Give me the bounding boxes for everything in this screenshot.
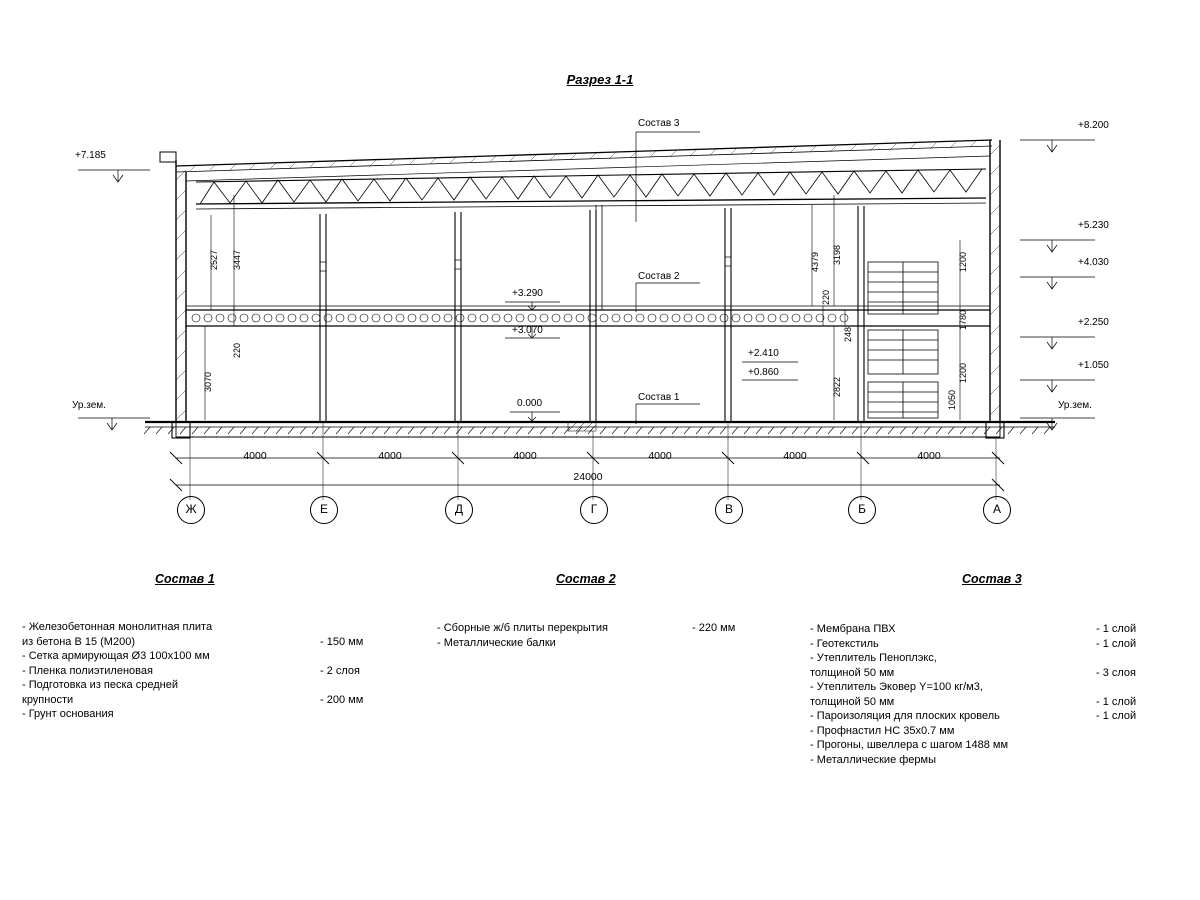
legend-block-1	[22, 620, 372, 722]
level-mark-2250: +2.250	[1078, 317, 1109, 328]
legend-3-row-6-value: - 1 слой	[1096, 710, 1137, 722]
vdim-4379: 4379	[810, 251, 820, 272]
legend-2-row-0-value: - 220 мм	[692, 622, 736, 634]
legend-1-row-2-text: - Сетка армирующая Ø3 100х100 мм	[22, 650, 210, 662]
axis-bubble-v: В	[715, 496, 743, 524]
legend-1-row-1-text: из бетона В 15 (М200)	[22, 635, 135, 648]
ground-label-right: Ур.зем.	[1058, 400, 1092, 411]
vdim-3070: 3070	[203, 371, 213, 392]
legend-3-row-7-text: - Профнастил НС 35х0.7 мм	[810, 724, 955, 737]
level-mark-8200: +8.200	[1078, 120, 1109, 131]
callout-sostav-3: Состав 3	[638, 118, 680, 129]
level-mark-1050: +1.050	[1078, 360, 1109, 371]
legend-3-row-8-text: - Прогоны, швеллера с шагом 1488 мм	[810, 739, 1009, 751]
legend-block-2	[437, 621, 767, 650]
legend-title-3: Состав 3	[962, 572, 1022, 586]
span-dim-4: 4000	[648, 450, 672, 462]
vdim-3198: 3198	[832, 244, 842, 265]
vdim-220-right: 220	[821, 289, 831, 305]
vdim-1200-lower: 1200	[958, 362, 968, 383]
legend-3-row-9-text: - Металлические фермы	[810, 753, 937, 766]
level-mark-3070: +3.070	[512, 325, 543, 336]
legend-1-row-1-value: - 150 мм	[320, 635, 364, 648]
axis-bubble-a: А	[983, 496, 1011, 524]
level-mark-2410: +2.410	[748, 348, 779, 359]
legend-3-row-0-text: - Мембрана ПВХ	[810, 623, 896, 635]
legend-1-row-4-text: - Подготовка из песка средней	[22, 679, 178, 691]
level-mark-0860: +0.860	[748, 367, 779, 378]
vdim-1200-upper: 1200	[958, 251, 968, 272]
vdim-1050: 1050	[947, 389, 957, 410]
vdim-1780: 1780	[958, 309, 968, 330]
legend-3-row-1-value: - 1 слой	[1096, 637, 1137, 650]
legend-3-row-2-text: - Утеплитель Пеноплэкс,	[810, 652, 937, 664]
legend-1-row-3-value: - 2 слоя	[320, 664, 361, 677]
ground-label-left: Ур.зем.	[72, 400, 106, 411]
total-dim: 24000	[573, 471, 603, 483]
callout-sostav-2: Состав 2	[638, 271, 680, 282]
axis-bubble-e: Е	[310, 496, 338, 524]
legend-3-row-4-text: - Утеплитель Эковер Y=100 кг/м3,	[810, 681, 983, 693]
span-dim-1: 4000	[243, 450, 267, 462]
legend-3-row-6-text: - Пароизоляция для плоских кровель	[810, 710, 1000, 722]
axis-bubble-g: Г	[580, 496, 608, 524]
legend-1-row-0-text: - Железобетонная монолитная плита	[22, 621, 213, 633]
axis-bubble-zh: Ж	[177, 496, 205, 524]
axis-bubble-b: Б	[848, 496, 876, 524]
vdim-248: 248	[843, 326, 853, 342]
legend-3-row-3-value: - 3 слоя	[1096, 666, 1137, 679]
legend-3-row-5-text: толщиной 50 мм	[810, 695, 895, 708]
legend-1-row-5-value: - 200 мм	[320, 693, 364, 706]
level-mark-0000: 0.000	[517, 398, 543, 409]
legend-1-row-3-text: - Пленка полиэтиленовая	[22, 664, 153, 677]
legend-3-row-5-value: - 1 слой	[1096, 695, 1137, 708]
level-mark-7185: +7.185	[75, 150, 106, 161]
vdim-2527: 2527	[209, 249, 219, 270]
level-mark-4030: +4.030	[1078, 257, 1109, 268]
vdim-3447: 3447	[232, 249, 242, 270]
span-dim-3: 4000	[513, 450, 537, 462]
legend-block-3	[810, 622, 1170, 767]
level-mark-5230: +5.230	[1078, 220, 1109, 231]
legend-1-row-6-text: - Грунт основания	[22, 708, 114, 720]
legend-1-row-5-text: крупности	[22, 693, 74, 706]
legend-title-2: Состав 2	[556, 572, 616, 586]
legend-2-row-0-text: - Сборные ж/б плиты перекрытия	[437, 622, 608, 634]
span-dim-2: 4000	[378, 450, 402, 462]
vdim-2822: 2822	[832, 376, 842, 397]
callout-sostav-1: Состав 1	[638, 392, 680, 403]
legend-2-row-1-text: - Металлические балки	[437, 636, 556, 649]
level-mark-3290: +3.290	[512, 288, 543, 299]
legend-3-row-0-value: - 1 слой	[1096, 623, 1137, 635]
vdim-220-left: 220	[232, 342, 242, 358]
span-dim-5: 4000	[783, 450, 807, 462]
page-title: Разрез 1-1	[566, 72, 634, 87]
legend-title-1: Состав 1	[155, 572, 215, 586]
legend-3-row-3-text: толщиной 50 мм	[810, 666, 895, 679]
legend-3-row-1-text: - Геотекстиль	[810, 637, 879, 650]
axis-bubble-d: Д	[445, 496, 473, 524]
span-dim-6: 4000	[917, 450, 941, 462]
